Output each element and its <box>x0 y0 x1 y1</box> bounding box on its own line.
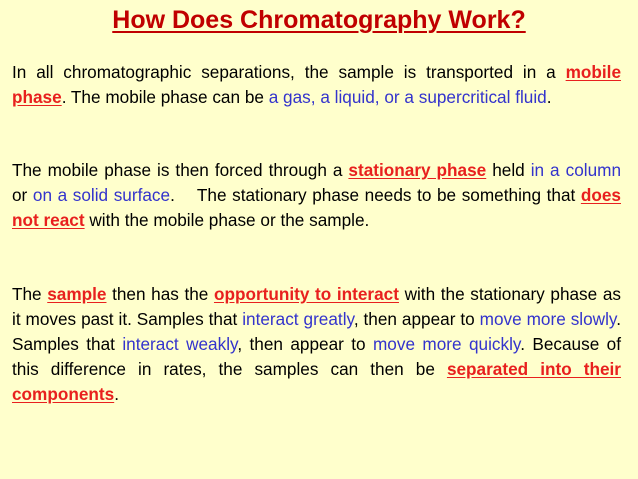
text-segment: . <box>546 87 552 107</box>
key-term-does-not-react: does not react <box>12 185 621 230</box>
paragraph-stationary-phase <box>12 158 621 233</box>
slide-title: How Does Chromatography Work? <box>112 6 526 34</box>
text-segment: . Samples that <box>12 309 621 354</box>
text-segment: or <box>12 185 33 205</box>
text-segment: . The mobile phase can be <box>61 87 269 107</box>
text-segment: , then appear to <box>353 309 480 329</box>
highlight-in-a-column: in a column <box>530 160 622 180</box>
key-term-sample: sample <box>47 284 107 304</box>
text-segment: In all chromatographic separations, the sample is transported in a <box>12 62 566 82</box>
highlight-phase-types: a gas, a liquid, or a supercritical fluid <box>268 87 547 107</box>
text-segment: The <box>12 284 48 304</box>
key-term-opportunity-to-interact: opportunity to interact <box>213 284 399 304</box>
highlight-move-more-quickly: move more quickly <box>372 334 521 354</box>
key-term-separated-into-components: separated into their components <box>12 359 621 404</box>
text-segment: with the stationary phase as it moves past it. Samples that <box>12 284 621 329</box>
text-segment: held <box>486 160 531 180</box>
text-segment: with the mobile phase or the sample. <box>84 210 370 230</box>
key-term-mobile-phase: mobile phase <box>12 62 621 107</box>
highlight-interact-weakly: interact weakly <box>122 334 238 354</box>
paragraph-sample-interaction <box>12 282 621 407</box>
text-segment: then has the <box>106 284 214 304</box>
paragraph-mobile-phase <box>12 60 621 110</box>
text-segment: . Because of this difference in rates, the samples can then be <box>12 334 621 379</box>
highlight-interact-greatly: interact greatly <box>242 309 354 329</box>
text-segment: , then appear to <box>237 334 373 354</box>
key-term-stationary-phase: stationary phase <box>348 160 487 180</box>
highlight-move-more-slowly: move more slowly <box>479 309 617 329</box>
highlight-solid-surface: on a solid surface <box>32 185 171 205</box>
text-segment: . <box>114 384 119 404</box>
text-segment: . The stationary phase needs to be something that <box>170 185 581 205</box>
text-segment: The mobile phase is then forced through a <box>12 160 349 180</box>
